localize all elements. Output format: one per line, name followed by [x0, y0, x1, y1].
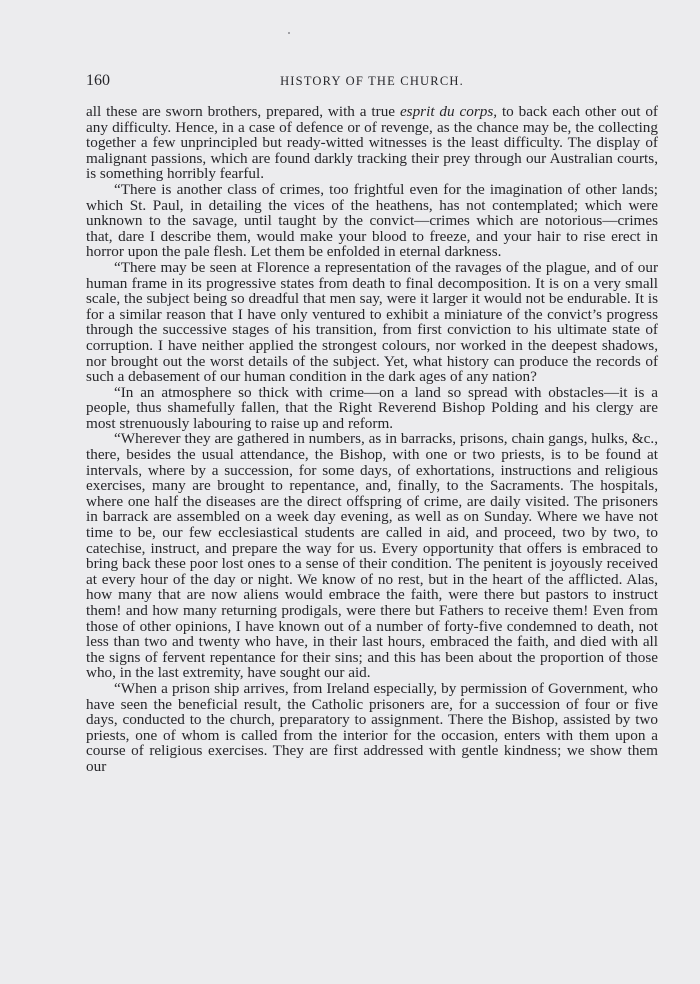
paragraph-3: “There may be seen at Florence a representation of the ravages of the plague, and of our human frame in its progressive states from death to final decomposition. It is on a very small scale, the subject being so dreadful that men say, were it larger it would not be endurable. It is for a similar reason that I have only ventured to exhibit a miniature of the convict’s progress through the successive stages of his transition, from first conviction to his ultimate state of corruption. I have neither applied the strongest colours, nor worked in the deepest shadows, nor brought out the worst details of the subject. Yet, what history can produce the records of such a debasement of our human condition in the dark ages of any nation? [86, 258, 658, 386]
paragraph-2: “There is another class of crimes, too frightful even for the imagination of other lands; which St. Paul, in detailing the vices of the heathens, has not contemplated; which were unknown to the savage, until taught by the convict—crimes which are notorious—crimes that, dare I describe them, would make your blood to freeze, and your hair to rise erect in horror upon the pale flesh. Let them be enfolded in eternal darkness. [86, 180, 658, 261]
paragraph-1 [86, 104, 658, 182]
paragraph-1-italic: esprit du corps, [399, 103, 498, 120]
paragraph-5: “Wherever they are gathered in numbers, as in barracks, prisons, chain gangs, hulks, &c., there, besides the usual attendance, the Bishop, with one or two priests, is to be found at intervals, where by a succession, for some days, of exhortations, instructions and religious exercises, many are brought to repentance, and, finally, to the Sacraments. The hospitals, where one half the diseases are the direct offspring of crime, are daily visited. The prisoners in barrack are assembled on a week day evening, as well as on Sunday. Where we have not time to be, our few ecclesiastical students are called in aid, and proceed, two by two, to catechise, instruct, and prepare the way for us. Every opportunity that offers is embraced to bring back these poor lost ones to a sense of their condition. The penitent is joyously received at every hour of the day or night. We know of no rest, but in the heart of the afflicted. Alas, how many that are now aliens would embrace the faith, were there but pastors to instruct them! and how many returning prodigals, were there but Fathers to receive them! Even from those of other opinions, I have known out of a number of forty-five condemned to death, not less than two and twenty who have, in their last hours, embraced the faith, and died with all the signs of fervent repentance for their sins; and this has been about the proportion of those who, in the last extremity, have sought our aid. [86, 430, 658, 682]
paragraph-1-after: to back each other out of any difficulty. Hence, in a case of defence or of revenge, as the chance may be, the collecting together a few unprincipled but ready-witted witnesses is the least difficulty. The display of malignant passions, which are found darkly tracking their prey through our Australian courts, is something horribly fearful. [86, 103, 658, 183]
page-number: 160 [86, 72, 110, 89]
paper-speck [288, 32, 290, 34]
page-header [86, 72, 658, 92]
paragraph-6: “When a prison ship arrives, from Ireland especially, by permission of Government, who have seen the beneficial result, the Catholic prisoners are, for a succession of four or five days, conducted to the church, preparatory to assignment. There the Bishop, assisted by two priests, one of whom is called from the interior for the occasion, enters with them upon a course of religious exercises. They are first addressed with gentle kindness; we show them our [86, 679, 658, 775]
paragraph-4: “In an atmosphere so thick with crime—on a land so spread with obstacles—it is a people, thus shamefully fallen, that the Right Reverend Bishop Polding and his clergy are most strenuously labouring to raise up and reform. [86, 383, 658, 432]
running-head: HISTORY OF THE CHURCH. [280, 74, 464, 88]
body-text [86, 104, 658, 775]
paragraph-1-before: all these are sworn brothers, prepared, with a true [86, 103, 400, 120]
